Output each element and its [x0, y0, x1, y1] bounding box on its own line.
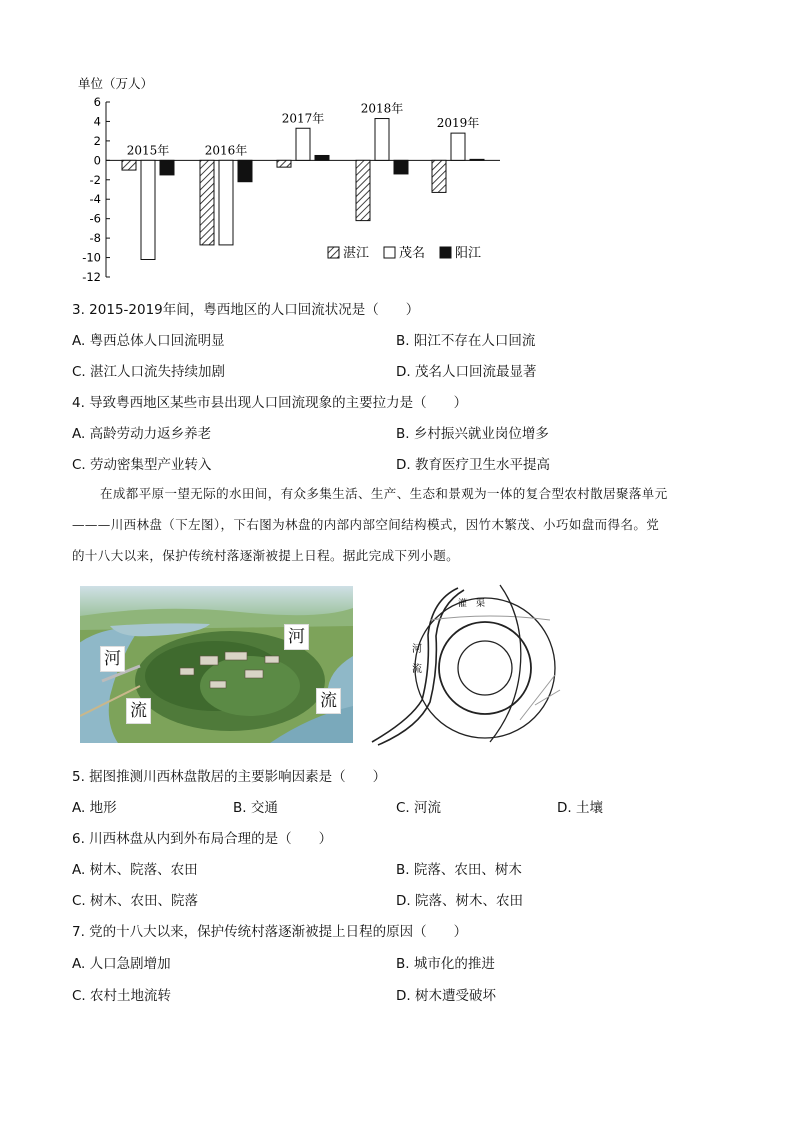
legend-swatch-湛江 — [328, 247, 339, 258]
y-tick-label: 4 — [93, 114, 101, 129]
bar-茂名-2019年 — [451, 133, 465, 160]
q6-option-b[interactable]: B. 院落、农田、树木 — [396, 862, 522, 878]
passage-line-2: ———川西林盘（下左图），下右图为林盘的内部内部空间结构模式，因竹木繁茂、小巧如盘而得名。党 — [72, 517, 660, 532]
middle-ring — [439, 622, 531, 714]
bar-茂名-2018年 — [375, 119, 389, 161]
bar-茂名-2016年 — [219, 160, 233, 245]
y-axis-label: 单位（万人） — [78, 76, 154, 91]
q7-option-c[interactable]: C. 农村土地流转 — [72, 988, 172, 1004]
y-tick-label: -4 — [89, 192, 101, 207]
canal-label: 灌 渠 — [458, 599, 486, 609]
bar-茂名-2015年 — [141, 160, 155, 259]
photo-label-he-right: 河 — [284, 624, 309, 650]
q3-option-b[interactable]: B. 阳江不存在人口回流 — [396, 333, 536, 349]
passage-line-3: 的十八大以来，保护传统村落逐渐被提上日程。据此完成下列小题。 — [72, 548, 460, 563]
y-tick-label: 6 — [93, 95, 101, 109]
legend-label-阳江: 阳江 — [455, 246, 482, 261]
category-label: 2018年 — [360, 101, 404, 116]
category-label: 2017年 — [281, 111, 325, 126]
legend-swatch-茂名 — [384, 247, 395, 258]
q7-option-a[interactable]: A. 人口急剧增加 — [72, 956, 171, 972]
q4-option-a[interactable]: A. 高龄劳动力返乡养老 — [72, 426, 212, 442]
q4-option-d[interactable]: D. 教育医疗卫生水平提高 — [396, 457, 550, 473]
reading-passage — [72, 478, 722, 571]
linpan-structure-diagram — [370, 580, 570, 748]
river-label-liu: 流 — [412, 664, 422, 675]
legend-swatch-阳江 — [440, 247, 451, 258]
q7-stem: 7. 党的十八大以来，保护传统村落逐渐被提上日程的原因（ ） — [72, 924, 468, 940]
bar-阳江-2019年 — [470, 159, 484, 160]
q7-option-b[interactable]: B. 城市化的推进 — [396, 956, 495, 972]
population-return-chart — [70, 72, 510, 292]
y-tick-label: 2 — [93, 133, 101, 148]
bar-湛江-2019年 — [432, 160, 446, 192]
q5-option-c[interactable]: C. 河流 — [396, 800, 442, 816]
bar-阳江-2018年 — [394, 160, 408, 174]
y-tick-label: -2 — [89, 172, 101, 187]
bar-阳江-2017年 — [315, 155, 329, 160]
photo-label-he-left: 河 — [100, 646, 125, 672]
q6-stem: 6. 川西林盘从内到外布局合理的是（ ） — [72, 831, 333, 847]
bar-茂名-2017年 — [296, 128, 310, 160]
q6-option-d[interactable]: D. 院落、树木、农田 — [396, 893, 523, 909]
bar-湛江-2016年 — [200, 160, 214, 245]
category-label: 2019年 — [436, 116, 480, 131]
q6-option-c[interactable]: C. 树木、农田、院落 — [72, 893, 199, 909]
y-tick-label: 0 — [93, 153, 101, 168]
ditch-line — [490, 585, 521, 742]
y-tick-label: -12 — [82, 270, 101, 284]
photo-label-liu-left: 流 — [126, 698, 151, 724]
q3-stem: 3. 2015-2019年间，粤西地区的人口回流状况是（ ） — [72, 302, 420, 318]
bar-湛江-2015年 — [122, 160, 136, 170]
river-label-he: 河 — [412, 644, 422, 655]
inner-ring — [458, 641, 512, 695]
legend-label-湛江: 湛江 — [343, 246, 370, 261]
q7-option-d[interactable]: D. 树木遭受破坏 — [396, 988, 496, 1004]
q3-option-a[interactable]: A. 粤西总体人口回流明显 — [72, 333, 225, 349]
bar-阳江-2016年 — [238, 160, 252, 181]
y-tick-label: -10 — [82, 250, 101, 265]
y-tick-label: -8 — [89, 231, 101, 246]
linpan-aerial-photo — [80, 586, 353, 743]
q5-stem: 5. 据图推测川西林盘散居的主要影响因素是（ ） — [72, 769, 387, 785]
bar-湛江-2018年 — [356, 160, 370, 220]
q6-option-a[interactable]: A. 树木、院落、农田 — [72, 862, 198, 878]
photo-label-liu-right: 流 — [316, 688, 341, 714]
q3-option-c[interactable]: C. 湛江人口流失持续加剧 — [72, 364, 226, 380]
passage-line-1: 在成都平原一望无际的水田间，有众多集生活、生产、生态和景观为一体的复合型农村散居聚落单元 — [100, 486, 668, 501]
q4-option-b[interactable]: B. 乡村振兴就业岗位增多 — [396, 426, 549, 442]
q5-option-a[interactable]: A. 地形 — [72, 800, 117, 816]
q4-option-c[interactable]: C. 劳动密集型产业转入 — [72, 457, 212, 473]
category-label: 2016年 — [204, 143, 248, 158]
q5-option-d[interactable]: D. 土壤 — [557, 800, 603, 816]
q5-option-b[interactable]: B. 交通 — [233, 800, 278, 816]
y-tick-label: -6 — [89, 211, 101, 226]
bar-阳江-2015年 — [160, 160, 174, 175]
category-label: 2015年 — [126, 143, 170, 158]
q4-stem: 4. 导致粤西地区某些市县出现人口回流现象的主要拉力是（ ） — [72, 395, 468, 411]
legend-label-茂名: 茂名 — [399, 246, 426, 261]
bar-湛江-2017年 — [277, 160, 291, 167]
q3-option-d[interactable]: D. 茂名人口回流最显著 — [396, 364, 537, 380]
